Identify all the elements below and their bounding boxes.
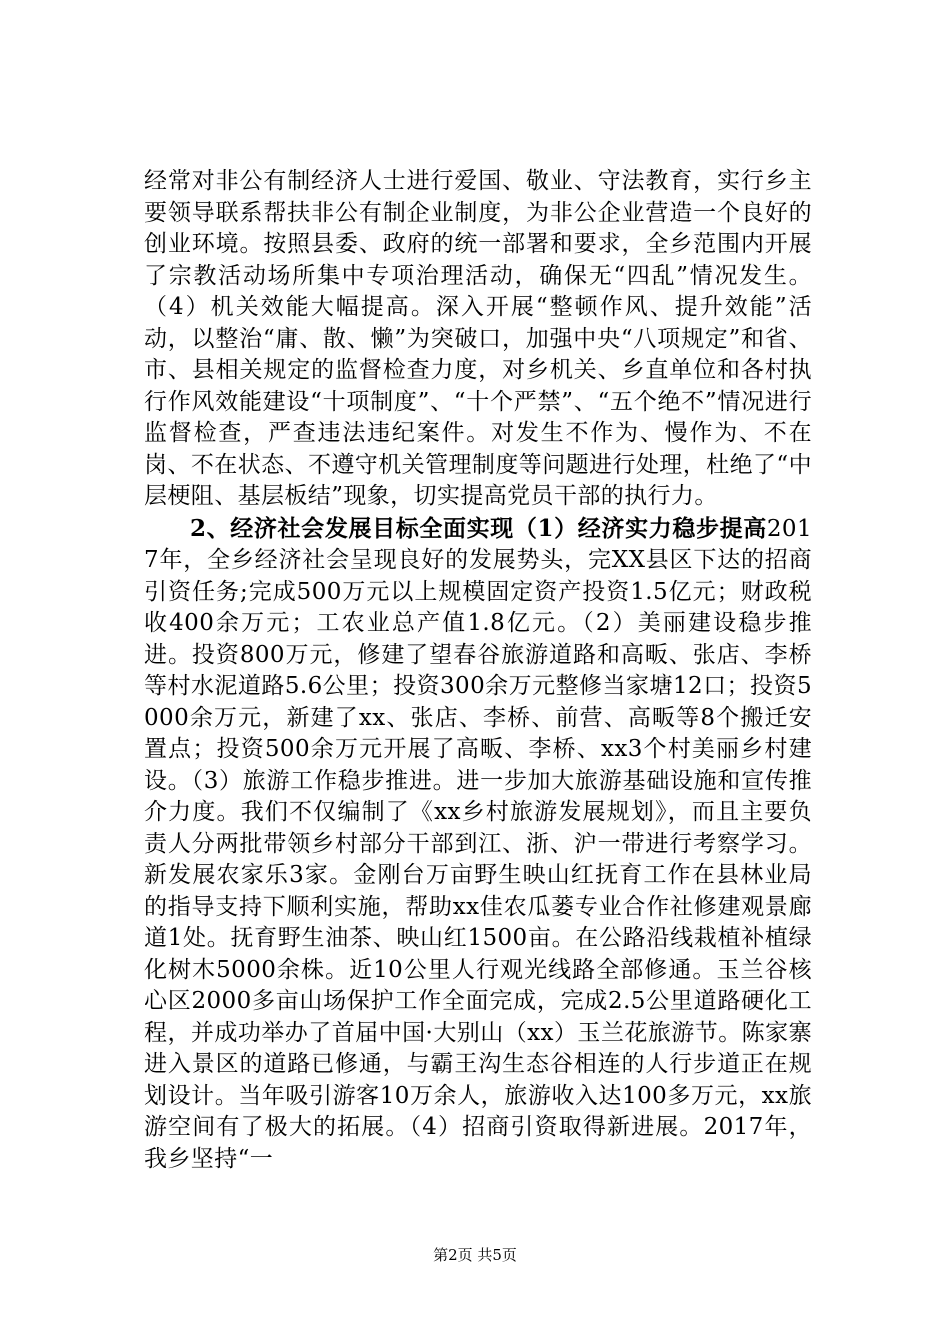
document-body [144, 166, 812, 1175]
paragraph-2 [144, 513, 812, 1176]
paragraph-1: 经常对非公有制经济人士进行爱国、敬业、守法教育，实行乡主要领导联系帮扶非公有制企业制度，为非公企业营造一个良好的创业环境。按照县委、政府的统一部署和要求，全乡范围内开展了宗教活动场所集中专项治理活动，确保无“四乱”情况发生。（4）机关效能大幅提高。深入开展“整顿作风、提升效能”活动，以整治“庸、散、懒”为突破口，加强中央“八项规定”和省、市、县相关规定的监督检查力度，对乡机关、乡直单位和各村执行作风效能建设“十项制度”、“十个严禁”、“五个绝不”情况进行监督检查，严查违法违纪案件。对发生不作为、慢作为、不在岗、不在状态、不遵守机关管理制度等问题进行处理，杜绝了“中层梗阻、基层板结”现象，切实提高党员干部的执行力。 [144, 168, 812, 509]
paragraph-2-text: 2017年，全乡经济社会呈现良好的发展势头，完XX县区下达的招商引资任务;完成500万元以上规模固定资产投资1.5亿元；财政税收400余万元；工农业总产值1.8亿元。（2）美丽建设稳步推进。投资800万元，修建了望春谷旅游道路和高畈、张店、李桥等村水泥道路5.6公里；投资300余万元整修当家塘12口；投资5000余万元，新建了xx、张店、李桥、前营、高畈等8个搬迁安置点；投资500余万元开展了高畈、李桥、xx3个村美丽乡村建设。（3）旅游工作稳步推进。进一步加大旅游基础设施和宣传推介力度。我们不仅编制了《xx乡村旅游发展规划》，而且主要负责人分两批带领乡村部分干部到江、浙、沪一带进行考察学习。新发展农家乐3家。金刚台万亩野生映山红抚育工作在县林业局的指导支持下顺利实施，帮助xx佳农瓜蒌专业合作社修建观景廊道1处。抚育野生油茶、映山红1500亩。在公路沿线栽植补植绿化树木5000余株。近10公里人行观光线路全部修通。玉兰谷核心区2000多亩山场保护工作全面完成，完成2.5公里道路硬化工程，并成功举办了首届中国·大别山（xx）玉兰花旅游节。陈家寨进入景区的道路已修通，与霸王沟生态谷相连的人行步道正在规划设计。当年吸引游客10万余人，旅游收入达100多万元，xx旅游空间有了极大的拓展。（4）招商引资取得新进展。2017年，我乡坚持“一 [144, 515, 812, 1172]
page-footer: 第2页 共5页 [433, 1246, 517, 1264]
section-heading: 2、经济社会发展目标全面实现（1）经济实力稳步提高 [190, 514, 767, 542]
